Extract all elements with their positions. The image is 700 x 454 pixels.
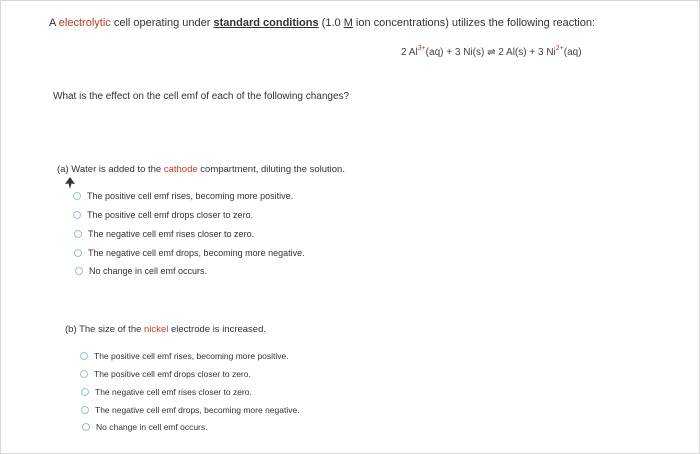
radio-button[interactable]: [73, 211, 81, 219]
part-a-label: [57, 164, 345, 175]
reaction-part: 2 Al: [401, 47, 418, 58]
option-label: The positive cell emf drops closer to zero.: [94, 369, 251, 379]
standard-conditions-term: standard conditions: [213, 17, 319, 29]
part-a-option-2[interactable]: [73, 210, 253, 220]
radio-button[interactable]: [80, 370, 88, 378]
part-b-option-4[interactable]: [81, 405, 300, 415]
radio-button[interactable]: [82, 423, 90, 431]
part-b-prefix: (b) The size of the: [65, 324, 145, 335]
intro-prefix: A: [49, 17, 59, 29]
option-label: No change in cell emf occurs.: [89, 266, 208, 276]
part-b-option-3[interactable]: [81, 387, 252, 397]
option-label: The negative cell emf rises closer to zero.: [88, 229, 255, 239]
option-label: The negative cell emf rises closer to zero.: [95, 387, 252, 397]
radio-button[interactable]: [74, 230, 82, 238]
option-label: The positive cell emf drops closer to zero.: [87, 210, 254, 220]
option-label: No change in cell emf occurs.: [96, 422, 208, 432]
radio-button[interactable]: [74, 249, 82, 257]
intro-rest: ion concentrations) utilizes the following reaction:: [352, 17, 596, 29]
part-a-option-5[interactable]: [75, 266, 207, 276]
intro-paren-open: (1.0: [318, 17, 344, 29]
nickel-term: nickel: [144, 324, 169, 335]
part-a-option-4[interactable]: [74, 248, 305, 258]
part-a-suffix: compartment, diluting the solution.: [197, 164, 345, 175]
part-b-option-2[interactable]: [80, 369, 251, 379]
part-a-prefix: (a) Water is added to the: [57, 164, 164, 175]
equilibrium-arrow-icon: ⇌: [487, 47, 496, 58]
question-prompt: What is the effect on the cell emf of each of the following changes?: [53, 91, 350, 102]
part-a-option-1[interactable]: [73, 191, 293, 201]
part-b-label: [65, 324, 266, 335]
reaction-equation: [401, 47, 582, 58]
radio-button[interactable]: [81, 406, 89, 414]
reaction-part: (aq) + 3 Ni(s): [425, 47, 488, 58]
molarity-unit: M: [343, 17, 353, 29]
option-label: The positive cell emf rises, becoming more positive.: [87, 191, 294, 201]
option-label: The negative cell emf drops, becoming more negative.: [95, 405, 300, 415]
radio-button[interactable]: [75, 267, 83, 275]
reaction-part: (aq): [563, 47, 582, 58]
intro-text: [49, 17, 595, 29]
mouse-cursor-icon: [65, 177, 75, 189]
radio-button[interactable]: [80, 352, 88, 360]
option-label: The negative cell emf drops, becoming more negative.: [88, 248, 305, 258]
part-b-option-5[interactable]: [82, 422, 208, 432]
option-label: The positive cell emf rises, becoming more positive.: [94, 351, 289, 361]
intro-middle: cell operating under: [110, 17, 214, 29]
cathode-term: cathode: [163, 164, 198, 175]
radio-button[interactable]: [81, 388, 89, 396]
electrolytic-term: electrolytic: [58, 17, 111, 29]
radio-button[interactable]: [73, 192, 81, 200]
part-b-suffix: electrode is increased.: [168, 324, 267, 335]
part-b-option-1[interactable]: [80, 351, 289, 361]
reaction-charge: 2+: [555, 45, 564, 52]
part-a-option-3[interactable]: [74, 229, 254, 239]
reaction-part: 2 Al(s) + 3 Ni: [495, 47, 556, 58]
reaction-charge: 3+: [417, 45, 426, 52]
